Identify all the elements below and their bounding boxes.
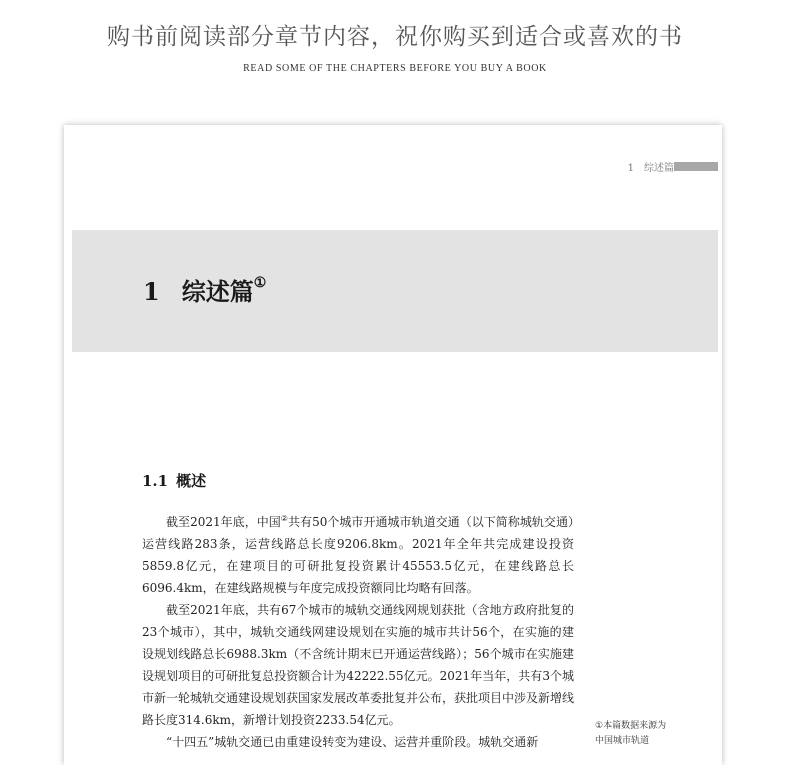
chapter-heading-band <box>72 230 718 352</box>
page-header-subtitle: READ SOME OF THE CHAPTERS BEFORE YOU BUY A BOOK <box>243 63 547 74</box>
paragraph: “十四五”城轨交通已由重建设转变为建设、运营并重阶段。城轨交通新 <box>166 735 539 749</box>
running-head: 1 综述篇 <box>627 163 674 174</box>
chapter-number: 1 <box>143 277 160 306</box>
footnote-mark: ② <box>280 514 288 523</box>
section-title <box>142 470 206 491</box>
section-title-text: 概述 <box>176 472 207 490</box>
page-header-title: 购书前阅读部分章节内容，祝你购买到适合或喜欢的书 <box>107 24 683 50</box>
paragraph: 截至2021年底，共有67个城市的城轨交通线网规划获批（含地方政府批复的23个城市），其中，城轨交通线网建设规划在实施的城市共计56个，在实施的建设规划线路总长6988.3km（不含统计期末已开通运营线路）；56个城市在实施建设规划项目的可研批复总投资额合计为42222.55亿元。2021年当年，共有3个城市新一轮城轨交通建设规划获国家发展改革委批复并公布，获批项目中涉及新增线路长度314.6km，新增计划投资2233.54亿元。 <box>142 603 575 727</box>
paragraph: 截至2021年底，中国②共有50个城市开通城市轨道交通（以下简称城轨交通）运营线路283条，运营线路总长度9206.8km。2021年全年共完成建设投资5859.8亿元，在建项目的可研批复投资累计45553.5亿元，在建线路总长6096.4km，在建线路规模与年度完成投资额同比均略有回落。 <box>142 514 574 595</box>
section-number: 1.1 <box>142 472 169 490</box>
chapter-title <box>143 272 266 307</box>
book-page <box>64 125 722 765</box>
chapter-footnote-mark: ① <box>253 275 267 291</box>
running-head-bar <box>674 162 718 171</box>
chapter-title-text: 综述篇 <box>181 277 254 306</box>
side-footnote: ①本篇数据来源为中国城市轨道 <box>595 721 667 746</box>
body-text <box>142 511 574 753</box>
